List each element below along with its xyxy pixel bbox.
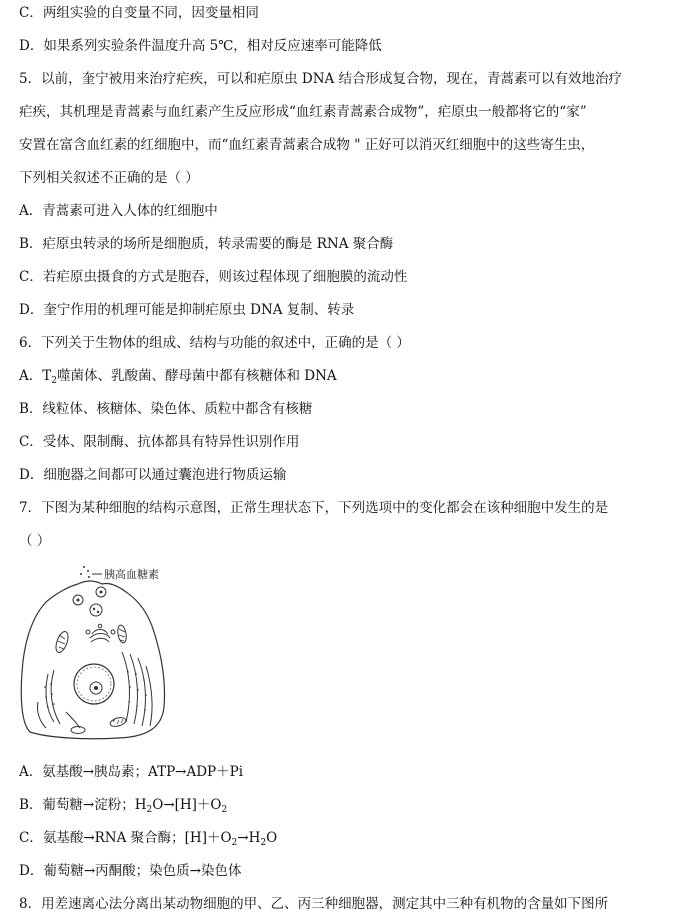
q5-stem-line-4: 下列相关叙述不正确的是（ ） xyxy=(19,170,199,186)
q5-stem-line-2: 疟疾，其机理是青蒿素与血红素产生反应形成“血红素青蒿素合成物”，疟原虫一般都将它的“家” xyxy=(19,104,587,120)
q5-option-d: D．奎宁作用的机理可能是抑制疟原虫 DNA 复制、转录 xyxy=(19,302,355,318)
q7-option-b: B．葡萄糖→淀粉；$H_2O\to[H]+O_2$ xyxy=(19,797,228,815)
q6-option-c: C．受体、限制酶、抗体都具有特异性识别作用 xyxy=(19,434,300,450)
q5-option-c: C．若疟原虫摄食的方式是胞吞，则该过程体现了细胞膜的流动性 xyxy=(19,269,408,285)
q5-stem-line-1: 5．以前，奎宁被用来治疗疟疾，可以和疟原虫 DNA 结合形成复合物，现在，青蒿素可以有效地治疗 xyxy=(19,71,623,87)
q5-stem-line-3: 安置在富含血红素的红细胞中，而“血红素青蒿素合成物 " 正好可以消灭红细胞中的这些寄生虫， xyxy=(19,137,595,153)
q6-option-a: A．$T_2$噬菌体、乳酸菌、酵母菌中都有核糖体和 DNA xyxy=(19,368,337,386)
q8-stem-line-1: 8．用差速离心法分离出某动物细胞的甲、乙、丙三种细胞器，测定其中三种有机物的含量如下图所 xyxy=(19,896,609,912)
q6-stem: 6．下列关于生物体的组成、结构与功能的叙述中，正确的是（ ） xyxy=(19,335,410,351)
q6-option-d: D．细胞器之间都可以通过囊泡进行物质运输 xyxy=(19,467,287,483)
q7-option-a: A．氨基酸→胰岛素；ATP→ADP＋Pi xyxy=(19,764,244,780)
q5-option-b: B．疟原虫转录的场所是细胞质，转录需要的酶是 RNA 聚合酶 xyxy=(19,236,394,252)
cell-structure-figure xyxy=(18,562,208,742)
q6-option-b: B．线粒体、核糖体、染色体、质粒中都含有核糖 xyxy=(19,401,313,417)
q4-option-c: C．两组实验的自变量不同，因变量相同 xyxy=(19,5,259,21)
q5-option-a: A．青蒿素可进入人体的红细胞中 xyxy=(19,203,218,219)
q7-stem-line-1: 7．下图为某种细胞的结构示意图，正常生理状态下，下列选项中的变化都会在该种细胞中发生的是 xyxy=(19,500,609,516)
q7-option-c: C．氨基酸→RNA 聚合酶；$[H]+O_2\to H_2O$ xyxy=(19,830,278,848)
q7-option-d: D．葡萄糖→丙酮酸；染色质→染色体 xyxy=(19,863,242,879)
q4-option-d: D．如果系列实验条件温度升高 5℃，相对反应速率可能降低 xyxy=(19,38,382,54)
glucagon-label: 胰高血糖素 xyxy=(104,568,159,581)
q7-stem-line-2: （ ） xyxy=(19,533,51,549)
